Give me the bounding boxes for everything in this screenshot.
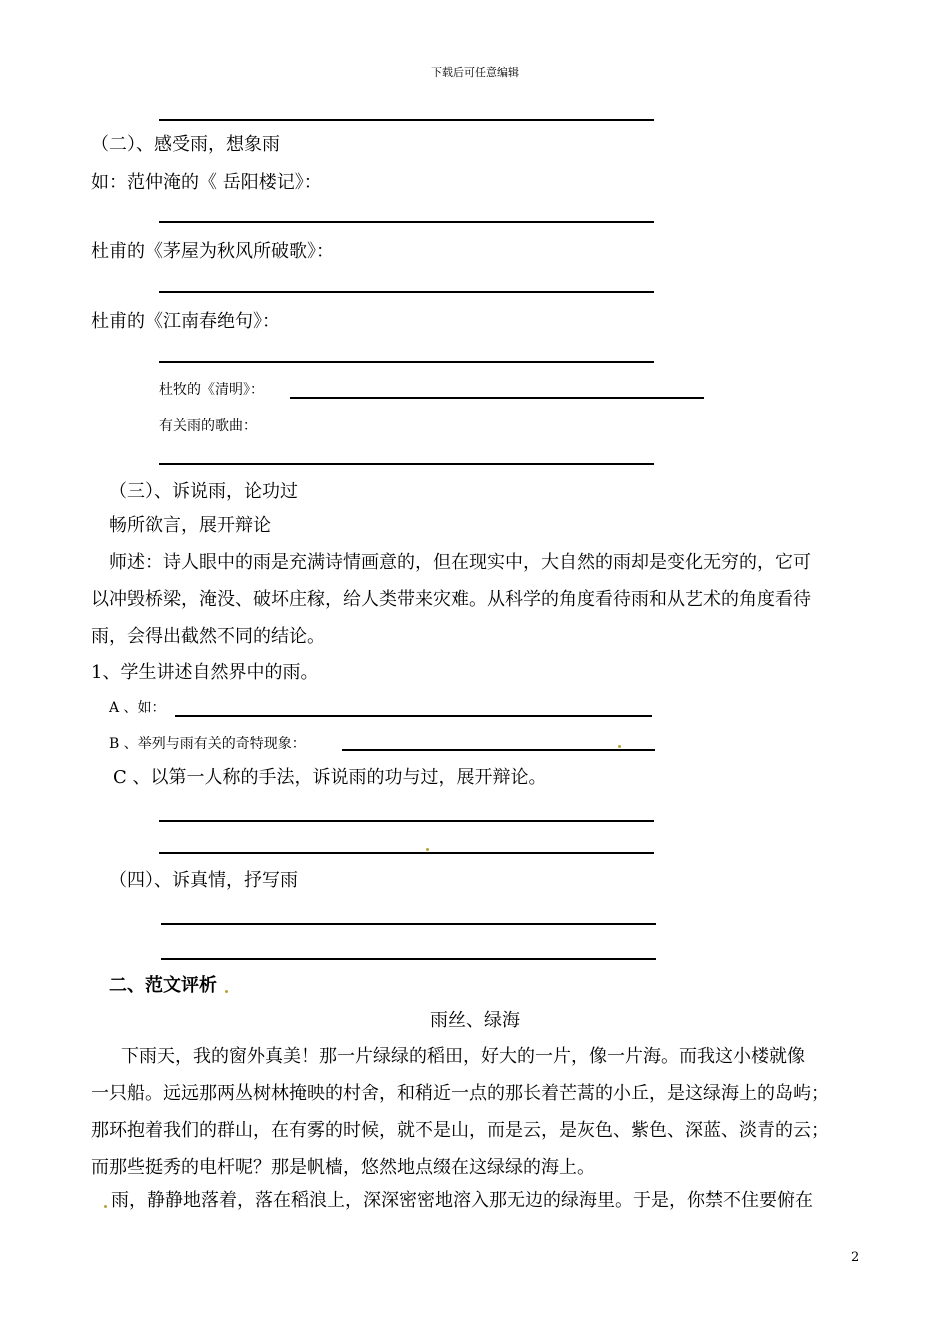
section-subheading: 畅所欲言，展开辩论: [109, 515, 271, 536]
question-b: B 、举列与雨有关的奇特现象：: [109, 736, 306, 752]
section-heading: （二）、感受雨，想象雨: [91, 134, 280, 155]
answer-line: [161, 958, 656, 960]
answer-line: [159, 852, 654, 854]
stray-mark: [104, 1205, 107, 1208]
paragraph-line: 雨，会得出截然不同的结论。: [91, 626, 325, 647]
essay-line: 而那些挺秀的电杆呢？那是帆樯，悠然地点缀在这绿绿的海上。: [91, 1157, 595, 1178]
section-heading: （三）、诉说雨，论功过: [109, 481, 298, 502]
prompt-item: 杜甫的《茅屋为秋风所破歌》：: [91, 241, 334, 262]
question-a: A 、如：: [109, 700, 166, 716]
page-header: 下载后可任意编辑: [431, 66, 519, 79]
answer-line: [159, 820, 654, 822]
answer-line: [161, 923, 656, 925]
answer-line: [159, 361, 654, 363]
essay-line: 一只船。远远那两丛树林掩映的村舍，和稍近一点的那长着芒蒿的小丘，是这绿海上的岛屿；: [91, 1083, 829, 1104]
prompt-item: 有关雨的歌曲：: [159, 418, 257, 434]
example-title: 《 岳阳楼记》：: [199, 172, 322, 193]
essay-line: 雨，静静地落着，落在稻浪上，深深密密地溶入那无边的绿海里。于是，你禁不住要俯在: [111, 1190, 813, 1211]
paragraph-line: 以冲毁桥梁，淹没、破坏庄稼，给人类带来灾难。从科学的角度看待雨和从艺术的角度看待: [91, 589, 811, 610]
question-c: C 、以第一人称的手法，诉说雨的功与过，展开辩论。: [113, 767, 547, 788]
answer-line: [159, 291, 654, 293]
essay-line: 那环抱着我们的群山，在有雾的时候，就不是山，而是云，是灰色、紫色、深蓝、淡青的云；: [91, 1120, 829, 1141]
prompt-item: 杜甫的《江南春绝句》：: [91, 311, 280, 332]
prompt-item: 杜牧的《清明》：: [159, 382, 264, 398]
answer-line: [175, 715, 652, 717]
answer-line: [159, 221, 654, 223]
answer-line: [159, 119, 654, 121]
stray-mark: [426, 848, 429, 851]
section-heading: （四）、诉真情，抒写雨: [109, 870, 298, 891]
answer-line: [290, 397, 704, 399]
question-1: 1、学生讲述自然界中的雨。: [91, 662, 319, 683]
example-line: [91, 172, 322, 194]
example-prefix: 如：范仲淹的: [91, 172, 199, 193]
stray-mark: [225, 990, 228, 993]
answer-line: [159, 463, 654, 465]
essay-line: 下雨天，我的窗外真美！那一片绿绿的稻田，好大的一片，像一片海。而我这小楼就像: [121, 1046, 805, 1067]
stray-mark: [618, 745, 621, 748]
part-heading: 二、范文评析: [109, 975, 217, 996]
paragraph-line: 师述：诗人眼中的雨是充满诗情画意的，但在现实中，大自然的雨却是变化无穷的，它可: [109, 552, 811, 573]
page-number: 2: [851, 1250, 860, 1265]
essay-title: 雨丝、绿海: [430, 1010, 520, 1031]
answer-line: [342, 749, 655, 751]
